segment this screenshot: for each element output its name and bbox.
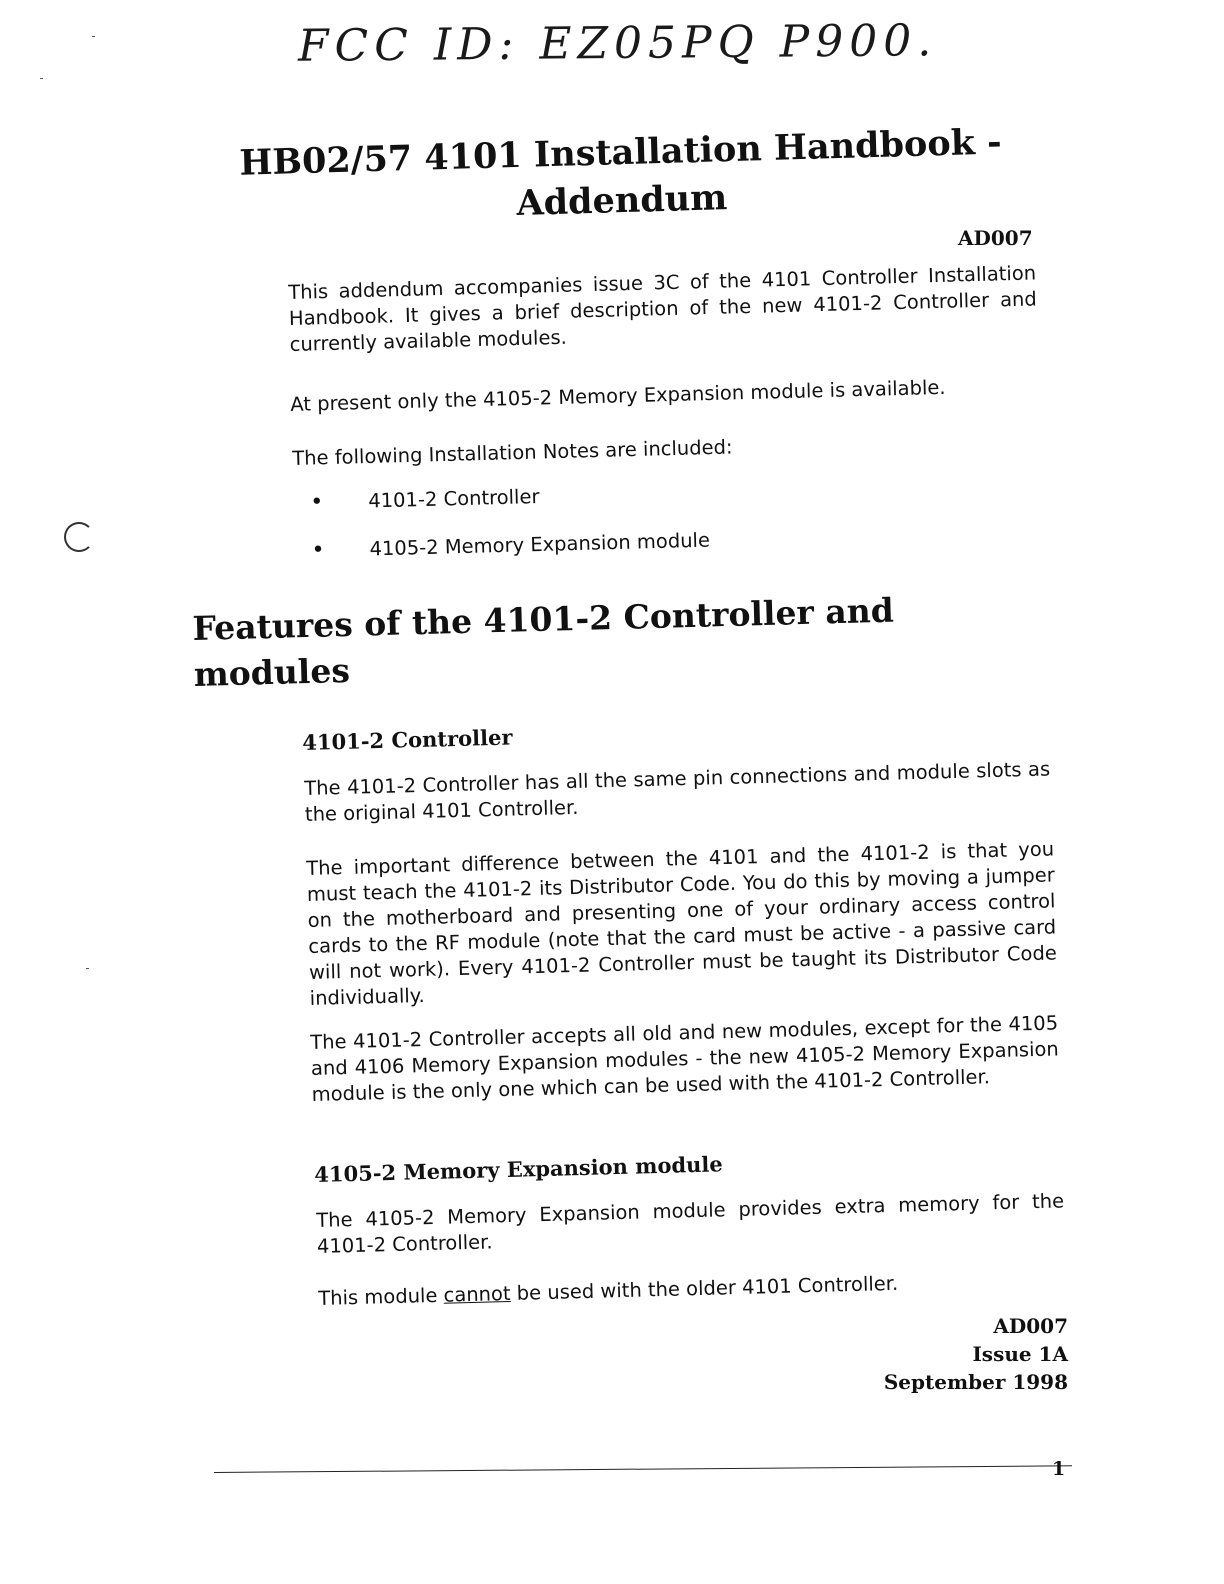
availability-note: At present only the 4105-2 Memory Expansion module is available. (290, 375, 946, 416)
installation-notes-list (310, 480, 711, 586)
footer-issue: Issue 1A (972, 1342, 1068, 1366)
scan-speck (86, 968, 89, 969)
controller-heading: 4101-2 Controller (302, 724, 513, 755)
document-title: HB02/57 4101 Installation Handbook - Addendum (238, 121, 1003, 225)
scan-speck (92, 36, 95, 37)
punch-hole-mark (64, 522, 94, 552)
intro-paragraph: This addendum accompanies issue 3C of the 4101 Controller Installation Handbook. It gives a brief description of the new 4101-2 Controller and currently available modules. (288, 261, 1038, 356)
list-item-label: 4101-2 Controller (368, 485, 540, 513)
controller-paragraph-2: The important difference between the 4101 and the 4101-2 is that you must teach the 4101-2 its Distributor Code. You do this by moving a jumper on the motherboard and presenting one of your ordinary access control cards to the RF module (note that the card must be active - a passive card will not work). Every 4101-2 Controller must be taught its Distributor Code individually. (306, 837, 1058, 1010)
page-number: 1 (1052, 1458, 1066, 1480)
controller-paragraph-3: The 4101-2 Controller accepts all old and new modules, except for the 4105 and 4106 Memory Expansion modules - the new 4105-2 Memory Expansion module is the only one which can be used with the 4101-2 Controller. (310, 1011, 1060, 1106)
scan-speck (40, 78, 43, 79)
compat-text-start: This module (318, 1283, 444, 1310)
bullet-icon: • (310, 489, 324, 515)
list-item-label: 4105-2 Memory Expansion module (369, 528, 711, 561)
list-item (311, 528, 711, 586)
memory-module-paragraph-1: The 4105-2 Memory Expansion module provides extra memory for the 4101-2 Controller. (316, 1189, 1065, 1258)
handwritten-fcc-id: FCC ID: EZ05PQ P900. (297, 15, 938, 72)
bullet-icon: • (311, 537, 325, 563)
included-notes-intro: The following Installation Notes are included: (292, 435, 733, 470)
controller-paragraph-1: The 4101-2 Controller has all the same pin connections and module slots as the original 4101 Controller. (304, 757, 1051, 826)
memory-module-paragraph-2 (318, 1266, 1066, 1312)
footer-rule (214, 1465, 1072, 1473)
footer-code: AD007 (993, 1314, 1068, 1338)
document-footer-info (884, 1312, 1068, 1396)
memory-module-heading: 4105-2 Memory Expansion module (314, 1151, 724, 1187)
features-heading: Features of the 4101-2 Controller and modules (192, 590, 895, 694)
compat-emphasis: cannot (443, 1281, 511, 1307)
document-code: AD007 (958, 226, 1033, 250)
footer-date: September 1998 (883, 1370, 1068, 1394)
compat-text-end: be used with the older 4101 Controller. (510, 1271, 899, 1305)
